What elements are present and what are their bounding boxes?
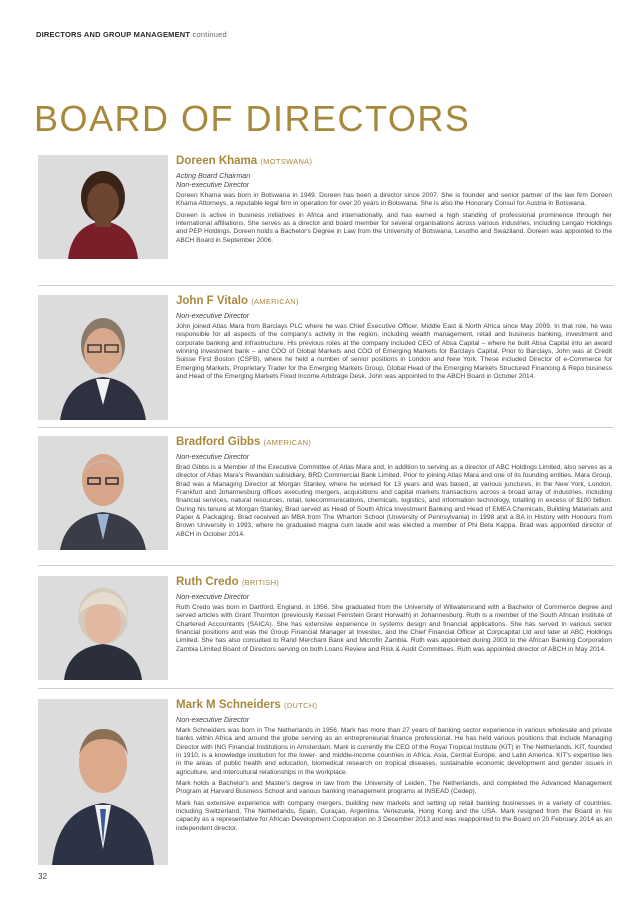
director-bio: Mark Schneiders was born in The Netherlands in 1956. Mark has more than 27 years of banking sector experience in various wholesale and private banks within Africa and around the globe serving as an entrepreneurial finance professional. He has held various positions that include Managing Director with ING Financial Institutions in Amsterdam. Mark is currently the CEO of the Royal Tropical Institute (KIT) in The Netherlands. KIT, founded in 1910, is a knowledge institution for the lower- and middle-income countries in Africa, Asia, Central Europe, and Latin America. KIT's expertise lies in the areas of public health and education, biomedical research on tropical diseases, sustainable economic development and gender issues in agriculture, and intercultural relationships in the workplace. — [176, 727, 612, 776]
director-role: Non-executive Director — [176, 592, 250, 601]
director-role: Non-executive Director — [176, 311, 250, 320]
director-role: Acting Board Chairman — [176, 171, 251, 180]
director-bio: Doreen is active in business initiatives in Africa and internationally, and has earned a high standing of professional prominence through her international affiliations. She serves as a director and board member for several organisations across various industries, including Lengao Holdings and PEP Holdings. Doreen holds a Bachelor's Degree in Law from the University of Botswana, Lesotho and Swaziland. Doreen was appointed to the ABCH Board in September 2006. — [176, 211, 612, 244]
divider — [38, 285, 614, 286]
director-nationality: (AMERICAN) — [263, 438, 312, 447]
director-nationality: (BRITISH) — [241, 578, 280, 587]
director-role: Non-executive Director — [176, 180, 250, 189]
director-bio: Doreen Khama was born in Botswana in 1949. Doreen has been a director since 2007. She is founder and senior partner of the law firm Doreen Khama Attorneys, a reputable legal firm in operation for over 20 years in Botswana. She is also the Honorary Consul for Austria in Botswana. — [176, 192, 612, 208]
director-name — [176, 576, 612, 589]
director-photo — [38, 699, 168, 865]
director-nationality: (AMERICAN) — [251, 297, 299, 306]
director-bio: Brad Gibbs is a Member of the Executive Committee of Atlas Mara and, in addition to serving as a director of ABC Holdings Limited, also serves as a director of Atlas Mara's Rwandan subsidiary, BRD Commercial Bank Limited. Prior to joining Atlas Mara and one of its founding entities, Mara Group, Brad was a Managing Director at Morgan Stanley, where he worked for 13 years and was based, at various junctures, in the New York, London, Frankfurt and Johannesburg offices executing mergers, acquisitions and capital markets transactions across a broad array of industries, including financial services, natural resources, retail, telecommunications, chemicals, logistics, and information technology, totalling in excess of $100 billion. During his tenure at Morgan Stanley, Brad served as Head of South Africa Investment Banking and Head of EMEA Chemicals, Building Materials and Paper & Packaging. Brad received an MBA from The Wharton School (University of Pennsylvania) in 1998 and a BA in History with Honours from Brown University in 1993, where he graduated magna cum laude and was elected a member of Phi Beta Kappa. Brad was appointed director of ABCH in October 2014. — [176, 464, 612, 538]
director-photo — [38, 155, 168, 259]
director-info — [176, 155, 612, 245]
director-nationality: (MOTSWANA) — [260, 157, 313, 166]
director-name-text: John F Vitalo — [176, 295, 248, 307]
divider — [38, 427, 614, 428]
director-name — [176, 155, 612, 168]
page-number: 32 — [38, 872, 47, 881]
director-name-text: Mark M Schneiders — [176, 699, 281, 711]
director-role: Non-executive Director — [176, 452, 250, 461]
director-info — [176, 576, 612, 654]
director-photo — [38, 295, 168, 420]
director-info — [176, 699, 612, 833]
director-name — [176, 295, 612, 308]
director-name-text: Doreen Khama — [176, 155, 258, 167]
director-name — [176, 436, 612, 449]
header-continued: continued — [192, 30, 227, 39]
director-photo — [38, 436, 168, 550]
director-bio: John joined Atlas Mara from Barclays PLC where he was Chief Executive Officer, Middle East & North Africa since May 2009. In that role, he was responsible for all aspects of the company's activity in the region, including wealth management, retail and business banking, investment and corporate banking and infrastructure. His previous roles at the company included CEO of Absa Capital – where he built Absa Capital into an award winning investment bank – and COO of Global Markets and COO of Emerging Markets for Barclays Capital. Prior to Barclays, John was at Credit Suisse First Boston (CSFB), where he held a number of senior positions in London and New York. These included Director of e-Commerce for Emerging Markets, Proprietary Trader for the Emerging Markets Group, Global Head of the Emerging Markets Structured Financing & Repo business and Head of the Emerging Markets Fixed Income Arbitrage Desk. John was appointed to the ABCH Board in October 2014. — [176, 323, 612, 381]
director-photo — [38, 576, 168, 680]
director-name-text: Ruth Credo — [176, 576, 239, 588]
director-bio: Ruth Credo was born in Dartford, England, in 1956. She graduated from the University of Witwatersrand with a Bachelor of Commerce degree and served articles with Grant Thornton (previously Kessel Feinstein Grant Horwath) in Johannesburg. Ruth is a member of the South African Institute of Chartered Accountants (SAICA). She has extensive experience in systems design and financial applications. She has served in various senior financial positions and was the Group Financial Manager at Investec, and the Chief Financial Officer at Corpcapital Ltd and later at ABC Holdings Limited. She has also consulted to Rand Merchant Bank and Microfin Zambia. Ruth was appointed during 2003 to the African Banking Corporation Zambia Limited Board of Directors serving on both Loans Review and Risk & Audit Committees. Ruth was appointed director of ABCH in May 2014. — [176, 604, 612, 653]
running-header — [36, 30, 227, 39]
director-name — [176, 699, 612, 712]
director-nationality: (DUTCH) — [284, 701, 318, 710]
director-bio: Mark holds a Bachelor's and Master's degree in law from the University of Leiden, The Netherlands, and completed the Advanced Management Program at Harvard Business School and various banking management programs at INSEAD (Cedep). — [176, 780, 612, 796]
header-section: DIRECTORS AND GROUP MANAGEMENT — [36, 30, 191, 39]
director-info — [176, 436, 612, 539]
director-role: Non-executive Director — [176, 715, 250, 724]
director-info — [176, 295, 612, 381]
divider — [38, 688, 614, 689]
director-bio: Mark has extensive experience with company mergers, building new markets and setting up retail banking businesses in a variety of countries, including Switzerland, The Netherlands, Spain, Curaçao, Argentina, Venezuela, Hong Kong and the USA. Mark resigned from the Board in his capacity as a representative for African Development Corporation on 3 December 2013 and was reappointed to the Board on 20 February 2014 as an independent director. — [176, 799, 612, 832]
page-title: BOARD OF DIRECTORS — [34, 98, 471, 139]
director-name-text: Bradford Gibbs — [176, 436, 261, 448]
divider — [38, 565, 614, 566]
